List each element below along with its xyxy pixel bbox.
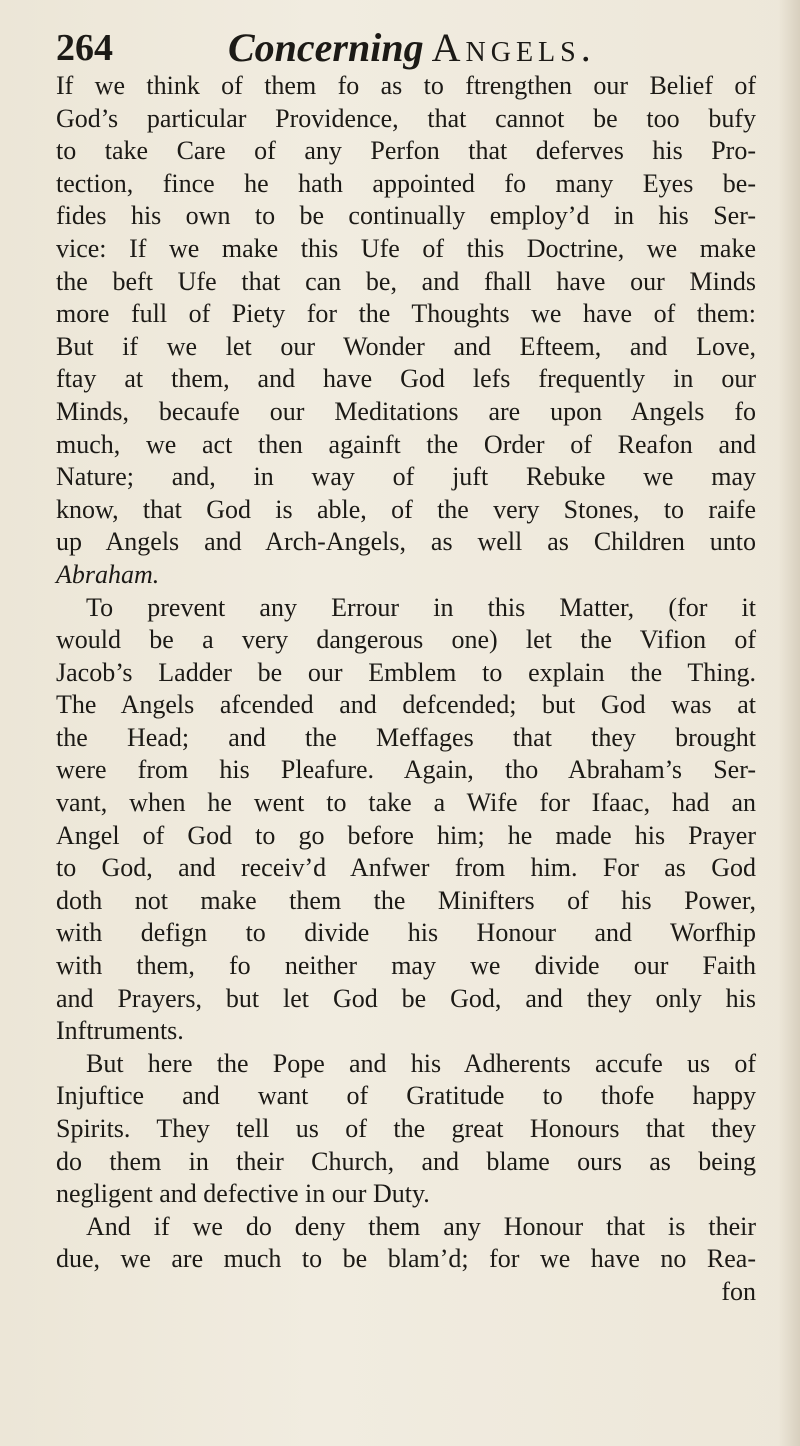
text-line: Jacob’s Ladder be our Emblem to explain the Thing. bbox=[56, 657, 756, 687]
text-line: up Angels and Arch-Angels, as well as Children unto bbox=[56, 527, 756, 557]
page-number: 264 bbox=[56, 27, 113, 69]
running-title-italic: Concerning bbox=[228, 25, 424, 70]
text-line: fides his own to be continually employ’d in his Ser- bbox=[56, 201, 756, 231]
text-line: But if we let our Wonder and Efteem, and Love, bbox=[56, 331, 756, 361]
running-title-caps: Angels. bbox=[431, 25, 596, 70]
body-text bbox=[56, 70, 756, 1309]
text-line: To prevent any Errour in this Matter, (for it bbox=[86, 592, 756, 622]
text-line: vice: If we make this Ufe of this Doctrine, we make bbox=[56, 233, 756, 263]
text-line: ftay at them, and have God lefs frequently in our bbox=[56, 364, 756, 394]
text-line: Abraham. bbox=[56, 559, 160, 589]
text-line: Injuftice and want of Gratitude to thofe happy bbox=[56, 1081, 756, 1111]
text-line: tection, fince he hath appointed fo many Eyes be- bbox=[56, 168, 756, 198]
text-line: But here the Pope and his Adherents accufe us of bbox=[86, 1048, 756, 1078]
text-line: God’s particular Providence, that cannot be too bufy bbox=[56, 103, 756, 133]
text-line: The Angels afcended and defcended; but God was at bbox=[56, 690, 756, 720]
text-line: negligent and defective in our Duty. bbox=[56, 1179, 430, 1209]
text-line: vant, when he went to take a Wife for Ifaac, had an bbox=[56, 788, 756, 818]
text-line: much, we act then againft the Order of Reafon and bbox=[56, 429, 756, 459]
text-line: would be a very dangerous one) let the Vifion of bbox=[56, 625, 756, 655]
text-line: Minds, becaufe our Meditations are upon Angels fo bbox=[56, 396, 756, 426]
text-line: were from his Pleafure. Again, tho Abraham’s Ser- bbox=[56, 755, 756, 785]
text-line: know, that God is able, of the very Stones, to raife bbox=[56, 494, 756, 524]
text-line: with them, fo neither may we divide our Faith bbox=[56, 951, 756, 981]
text-line: due, we are much to be blam’d; for we have no Rea- bbox=[56, 1244, 756, 1274]
running-title bbox=[228, 24, 596, 71]
text-line: Spirits. They tell us of the great Honours that they bbox=[56, 1114, 756, 1143]
text-line: doth not make them the Minifters of his Power, bbox=[56, 885, 756, 915]
text-line: If we think of them fo as to ftrengthen our Belief of bbox=[56, 71, 756, 100]
text-line: the Head; and the Meffages that they brought bbox=[56, 722, 756, 752]
text-line: And if we do deny them any Honour that is their bbox=[86, 1211, 756, 1241]
text-line: do them in their Church, and blame ours as being bbox=[56, 1146, 756, 1176]
catchword: fon bbox=[721, 1276, 756, 1306]
text-line: Nature; and, in way of juft Rebuke we may bbox=[56, 462, 756, 492]
text-line: the beft Ufe that can be, and fhall have our Minds bbox=[56, 266, 756, 296]
text-line: Inftruments. bbox=[56, 1016, 184, 1046]
text-line: Angel of God to go before him; he made his Prayer bbox=[56, 820, 756, 850]
text-line: and Prayers, but let God be God, and they only his bbox=[56, 983, 756, 1013]
text-line: with defign to divide his Honour and Worfhip bbox=[56, 918, 756, 948]
text-line: more full of Piety for the Thoughts we have of them: bbox=[56, 299, 756, 329]
text-line: to take Care of any Perfon that deferves his Pro- bbox=[56, 136, 756, 166]
text-line: to God, and receiv’d Anfwer from him. For as God bbox=[56, 853, 756, 883]
